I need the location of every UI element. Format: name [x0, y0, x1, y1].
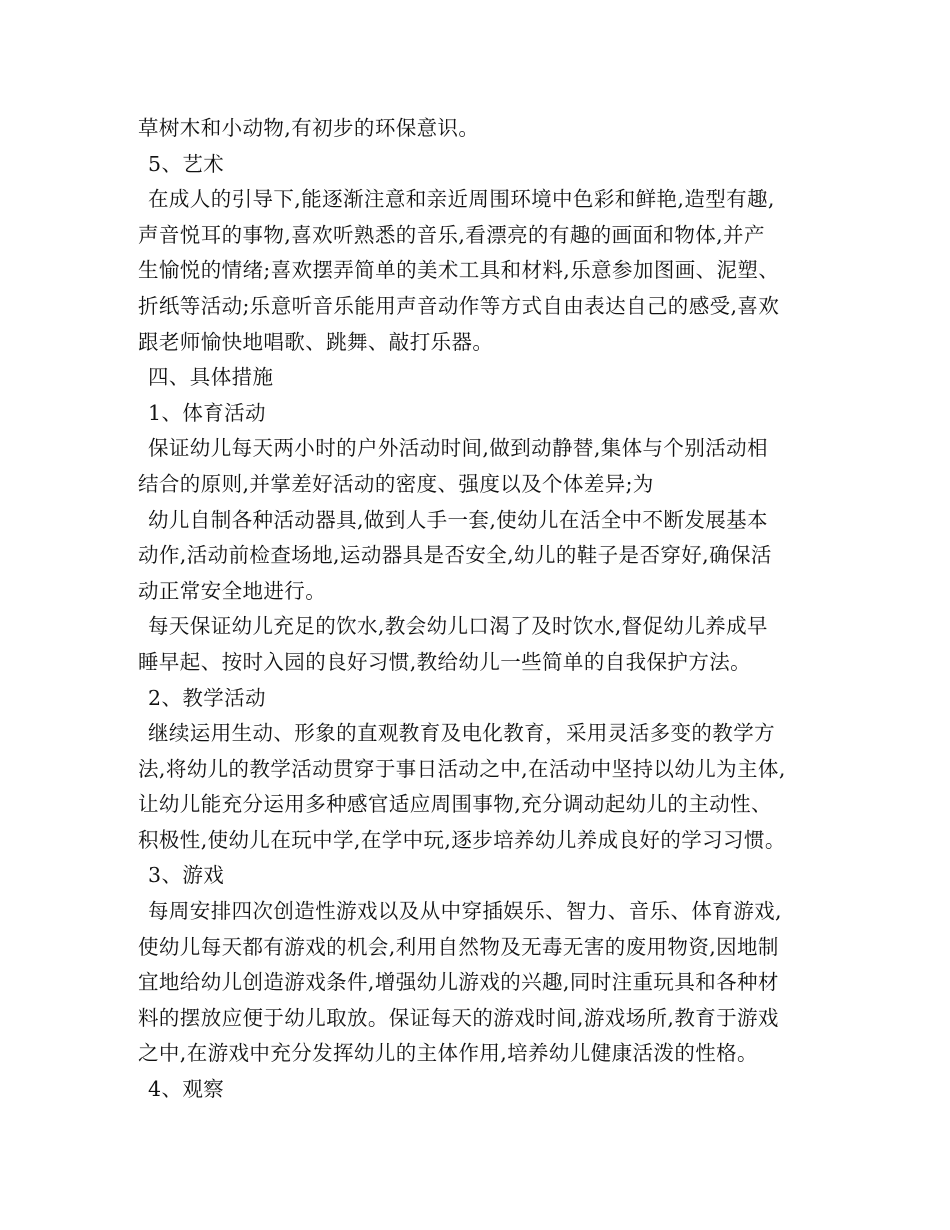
section-heading: 2、教学活动 — [148, 685, 266, 710]
text-line: 结合的原则,并掌差好活动的密度、强度以及个体差异;为 — [138, 471, 654, 496]
section-heading: 3、游戏 — [148, 863, 225, 888]
text-line: 跟老师愉快地唱歌、跳舞、敲打乐器。 — [138, 329, 494, 354]
text-line: 让幼儿能充分运用多种感官适应周围事物,充分调动起幼儿的主动性、 — [138, 792, 772, 817]
text-line: 每天保证幼儿充足的饮水,教会幼儿口渴了及时饮水,督促幼儿养成早 — [148, 614, 768, 639]
text-line: 动作,活动前检查场地,运动器具是否安全,幼儿的鞋子是否穿好,确保活 — [138, 543, 772, 568]
text-line: 使幼儿每天都有游戏的机会,利用自然物及无毒无害的废用物资,因地制 — [138, 934, 779, 959]
section-heading: 4、观察 — [148, 1077, 225, 1102]
text-line: 宜地给幼儿创造游戏条件,增强幼儿游戏的兴趣,同时注重玩具和各种材 — [138, 970, 779, 995]
text-line: 积极性,使幼儿在玩中学,在学中玩,逐步培养幼儿养成良好的学习习惯。 — [138, 827, 786, 852]
text-line: 睡早起、按时入园的良好习惯,教给幼儿一些简单的自我保护方法。 — [138, 649, 752, 674]
text-line: 继续运用生动、形象的直观教育及电化教育，采用灵活多变的教学方 — [148, 721, 775, 746]
document-body — [138, 111, 818, 1108]
section-heading: 5、艺术 — [148, 151, 225, 176]
section-heading: 1、体育活动 — [148, 400, 266, 425]
text-line: 料的摆放应便于幼儿取放。保证每天的游戏时间,游戏场所,教育于游戏 — [138, 1005, 779, 1030]
text-line: 保证幼儿每天两小时的户外活动时间,做到动静替,集体与个别活动相 — [148, 436, 768, 461]
text-line: 幼儿自制各种活动器具,做到人手一套,使幼儿在活全中不断发展基本 — [148, 507, 768, 532]
text-line: 之中,在游戏中充分发挥幼儿的主体作用,培养幼儿健康活泼的性格。 — [138, 1041, 758, 1066]
text-line: 折纸等活动;乐意听音乐能用声音动作等方式自由表达自己的感受,喜欢 — [138, 293, 780, 318]
section-heading: 四、具体措施 — [148, 365, 274, 390]
text-line: 动正常安全地进行。 — [138, 578, 327, 603]
text-line: 声音悦耳的事物,喜欢听熟悉的音乐,看漂亮的有趣的画面和物体,并产 — [138, 222, 765, 247]
text-line: 生愉悦的情绪;喜欢摆弄简单的美术工具和材料,乐意参加图画、泥塑、 — [138, 258, 780, 283]
text-line: 草树木和小动物,有初步的环保意识。 — [138, 116, 480, 140]
text-line: 每周安排四次创造性游戏以及从中穿插娱乐、智力、音乐、体育游戏, — [148, 899, 782, 924]
text-line: 在成人的引导下,能逐渐注意和亲近周围环境中色彩和鲜艳,造型有趣, — [148, 187, 775, 212]
text-line: 法,将幼儿的教学活动贯穿于事日活动之中,在活动中坚持以幼儿为主体, — [138, 756, 786, 781]
